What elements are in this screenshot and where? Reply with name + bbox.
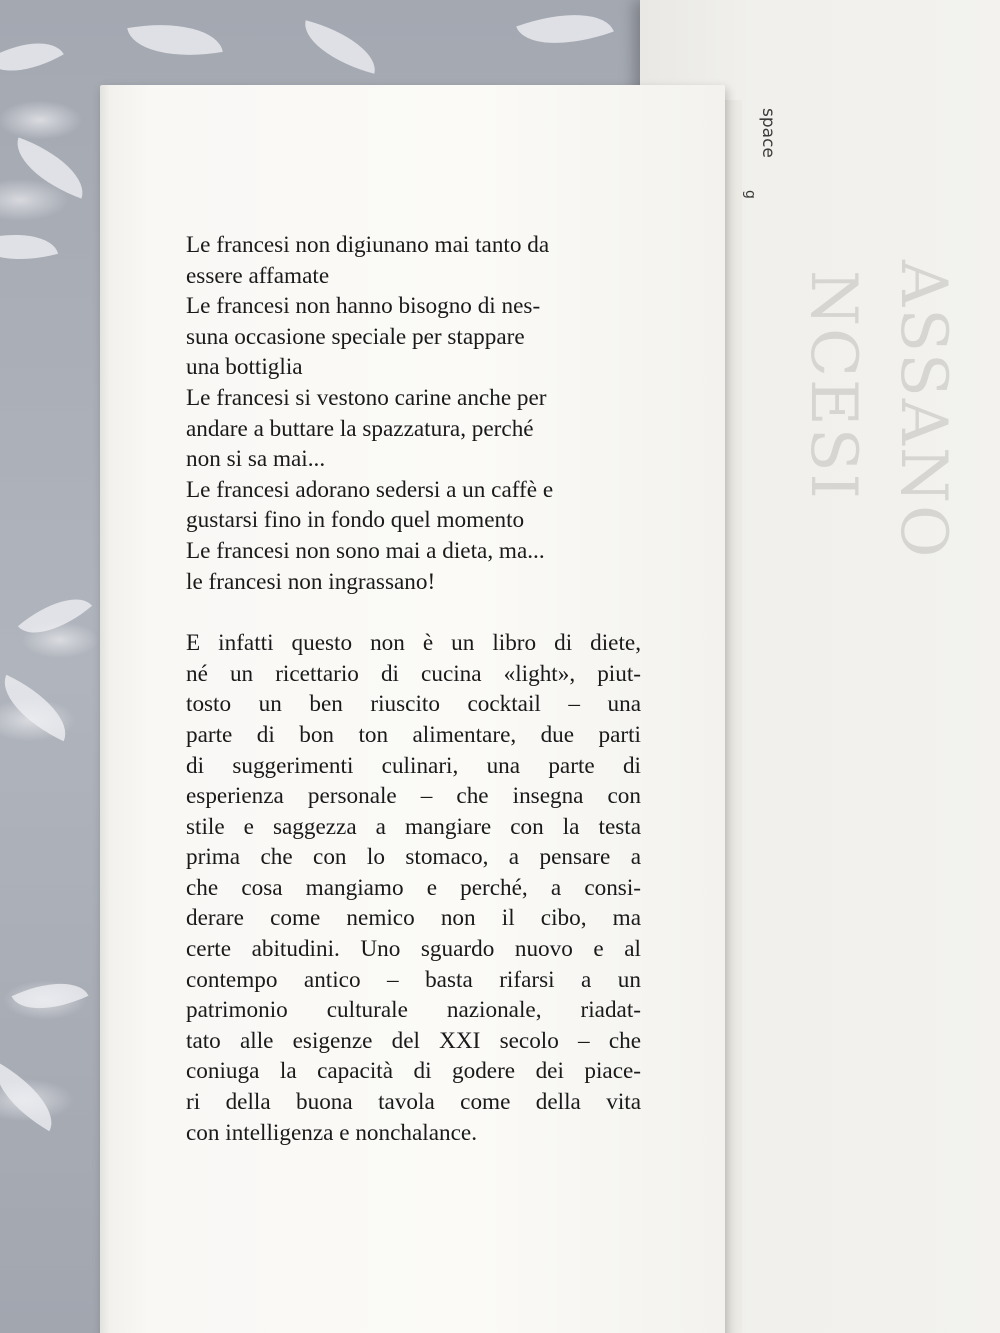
paragraph-line: né un ricettario di cucina «light», piut- xyxy=(186,660,641,687)
paragraph-line: esperienza personale – che insegna con xyxy=(186,783,641,810)
side-label-1: space xyxy=(758,108,778,158)
fabric-leaf-decoration xyxy=(0,675,79,741)
fabric-leaf-decoration xyxy=(516,0,614,62)
paragraph-line: tosto un ben riuscito cocktail – una xyxy=(186,691,641,718)
fabric-leaf-decoration xyxy=(0,25,64,89)
stanza-line: Le francesi adorano sedersi a un caffè e xyxy=(186,476,554,503)
paragraph-line: E infatti questo non è un libro di diete, xyxy=(186,630,641,657)
paragraph-spacer xyxy=(186,597,641,628)
flap-stanza xyxy=(186,230,641,597)
stanza-line: gustarsi fino in fondo quel momento xyxy=(186,507,525,534)
flap-text-block xyxy=(186,230,641,1148)
paragraph-line: prima che con lo stomaco, a pensare a xyxy=(186,844,641,871)
flap-paragraph xyxy=(186,628,641,1148)
stanza-line: Le francesi si vestono carine anche per xyxy=(186,384,547,411)
paragraph-line: di suggerimenti culinari, una parte di xyxy=(186,752,641,779)
book-flap-page xyxy=(100,85,725,1333)
stanza-line: Le francesi non digiunano mai tanto da xyxy=(186,232,550,258)
paragraph-line: coniuga la capacità di godere dei piace- xyxy=(186,1058,641,1085)
ghost-title-line-2: ASSANO xyxy=(886,260,960,560)
paragraph-line: ri della buona tavola come della vita xyxy=(186,1089,641,1116)
fabric-leaf-decoration xyxy=(6,137,93,198)
stanza-line: non si sa mai... xyxy=(186,446,326,473)
paragraph-line: contempo antico – basta rifarsi a un xyxy=(186,966,641,993)
paragraph-line: parte di bon ton alimentare, due parti xyxy=(186,721,641,748)
paragraph-line: che cosa mangiamo e perché, a consi- xyxy=(186,874,641,901)
paragraph-line: stile e saggezza a mangiare con la testa xyxy=(186,813,641,840)
paragraph-line: patrimonio culturale nazionale, riadat- xyxy=(186,997,641,1024)
fabric-leaf-decoration xyxy=(297,20,383,74)
stanza-line: Le francesi non sono mai a dieta, ma... xyxy=(186,537,545,564)
paragraph-line: derare come nemico non il cibo, ma xyxy=(186,905,641,932)
paragraph-line: tato alle esigenze del XXI secolo – che xyxy=(186,1027,641,1054)
stanza-line: le francesi non ingrassano! xyxy=(186,568,436,595)
stanza-line: essere affamate xyxy=(186,262,330,289)
fabric-leaf-decoration xyxy=(0,1063,66,1131)
fabric-leaf-decoration xyxy=(12,967,89,1026)
stanza-line: una bottiglia xyxy=(186,354,303,381)
ghost-title-line-1: NCESI xyxy=(796,270,870,501)
stanza-line: suna occasione speciale per stappare xyxy=(186,323,525,350)
stanza-line: andare a buttare la spazzatura, perché xyxy=(186,415,534,442)
fabric-leaf-decoration xyxy=(0,221,58,273)
fabric-leaf-decoration xyxy=(18,581,92,651)
paragraph-line: certe abitudini. Uno sguardo nuovo e al xyxy=(186,936,641,963)
stanza-line: Le francesi non hanno bisogno di nes- xyxy=(186,293,541,320)
paragraph-line: con intelligenza e nonchalance. xyxy=(186,1119,477,1146)
fabric-leaf-decoration xyxy=(127,12,223,67)
side-label-2: g xyxy=(742,190,758,199)
